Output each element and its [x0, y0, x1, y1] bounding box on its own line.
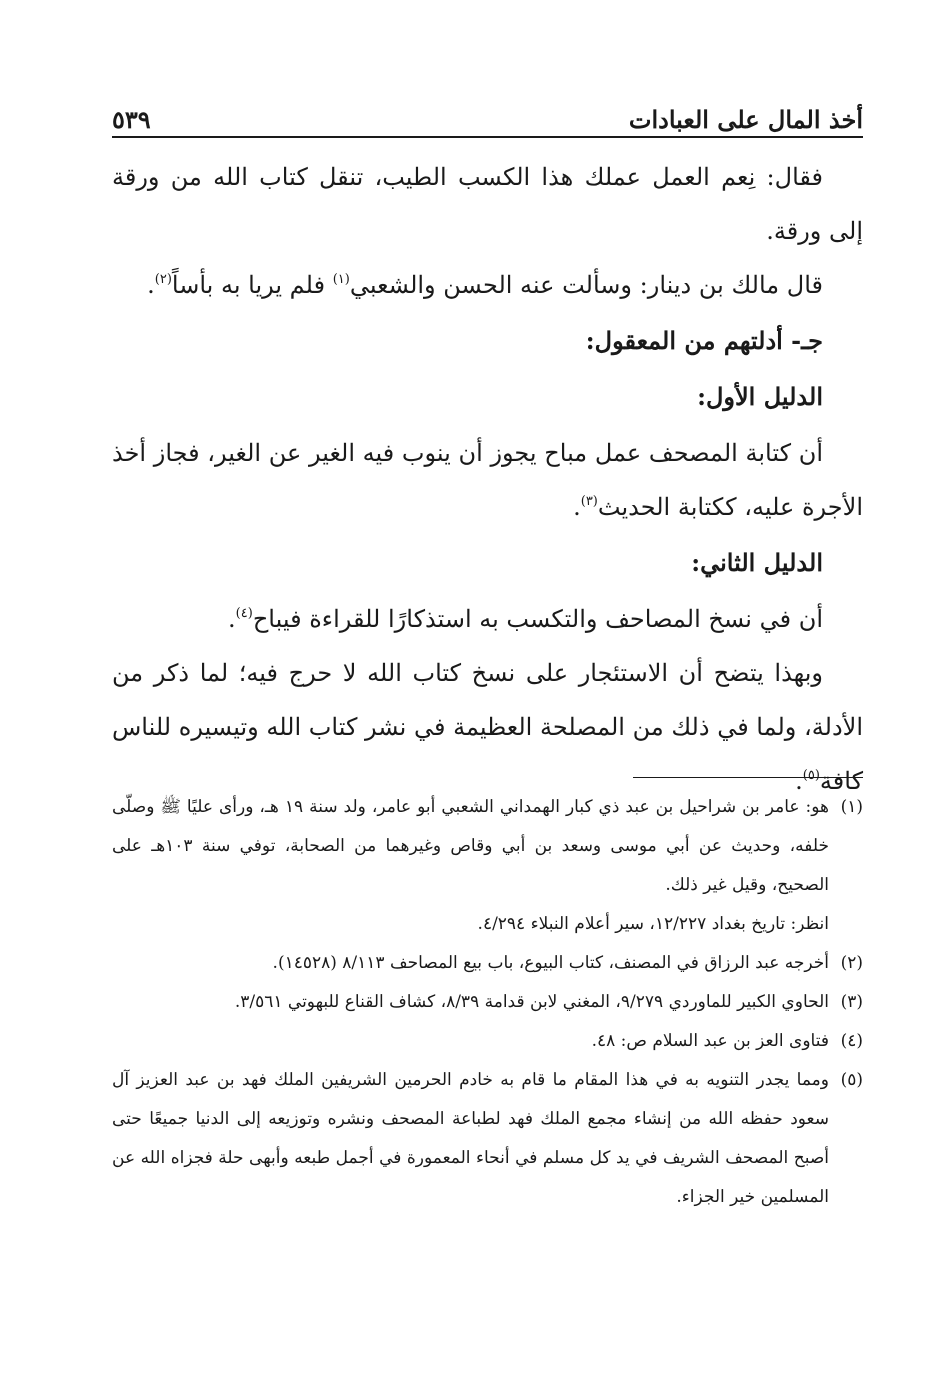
footnote-1: [112, 788, 863, 905]
paragraph-5-text: وبهذا يتضح أن الاستئجار على نسخ كتاب الله لا حرج فيه؛ لما ذكر من الأدلة، ولما في ذلك من المصلحة العظيمة في نشر كتاب الله وتيسيره للناس كافة: [112, 659, 863, 795]
footnote-ref-2[interactable]: (٢): [154, 272, 172, 287]
footnote-1-number: (١): [840, 797, 863, 817]
footnote-1-see-also: انظر: تاريخ بغداد ١٢/٢٢٧، سير أعلام النبلاء ٤/٢٩٤.: [477, 914, 829, 934]
footnote-ref-5[interactable]: (٥): [802, 768, 820, 783]
paragraph-3: [112, 426, 863, 534]
page-number: ٥٣٩: [112, 105, 151, 134]
second-evidence-heading: الدليل الثاني:: [691, 548, 823, 577]
footnote-ref-1[interactable]: (١): [332, 272, 350, 287]
footnote-separator: [633, 777, 863, 778]
footnote-ref-4[interactable]: (٤): [235, 606, 253, 621]
footnote-3-number: (٣): [840, 992, 863, 1012]
footnote-2: [112, 944, 863, 983]
footnote-4: [112, 1022, 863, 1061]
footnote-5-number: (٥): [840, 1070, 863, 1090]
running-header: [112, 92, 863, 138]
paragraph-3-end: .: [573, 493, 581, 521]
footnote-5: [112, 1061, 863, 1217]
paragraph-2-text: قال مالك بن دينار: وسألت عنه الحسن والشعبي: [349, 271, 823, 299]
first-evidence-heading: الدليل الأول:: [697, 382, 823, 411]
paragraph-3-text: أن كتابة المصحف عمل مباح يجوز أن ينوب فيه الغير عن الغير، فجاز أخذ الأجرة عليه، ككتابة الحديث: [112, 439, 863, 521]
footnote-2-text: أخرجه عبد الرزاق في المصنف، كتاب البيوع، باب بيع المصاحف ٨/١١٣ (١٤٥٢٨).: [272, 953, 829, 973]
paragraph-2: [112, 258, 863, 312]
paragraph-2-tail: فلم يريا به بأساً: [171, 271, 333, 299]
paragraph-2-end: .: [147, 271, 155, 299]
footnote-3: [112, 983, 863, 1022]
footnote-3-text: الحاوي الكبير للماوردي ٩/٢٧٩، المغني لابن قدامة ٨/٣٩، كشاف القناع للبهوتي ٣/٥٦١.: [234, 992, 829, 1012]
footnote-5-text: ومما يجدر التنويه به في هذا المقام ما قام به خادم الحرمين الشريفين الملك فهد بن عبد العزيز آل سعود حفظه الله من إنشاء مجمع الملك فهد لطباعة المصحف ونشره وتوزيعه إلى الدنيا جميعًا حتى أصبح المصحف الشريف في يد كل مسلم في أنحاء المعمورة في أجمل طبعه وأبهى حلة فجزاه الله عن المسلمين خير الجزاء.: [112, 1070, 829, 1207]
footnotes: [112, 788, 863, 1217]
paragraph-5-end: .: [795, 767, 803, 795]
paragraph-4-text: أن في نسخ المصاحف والتكسب به استذكارًا للقراءة فيباح: [252, 605, 823, 633]
footnote-ref-3[interactable]: (٣): [580, 494, 598, 509]
section-heading-rational: جـ- أدلتهم من المعقول:: [585, 326, 823, 355]
footnote-1-text: هو: عامر بن شراحيل بن عبد ذي كبار الهمداني الشعبي أبو عامر، ولد سنة ١٩ هـ، ورأى عليًا ﷺ وصلّى خلفه، وحديث عن أبي موسى وسعد بن أبي وقاص وغيرهما من الصحابة، توفي سنة ١٠٣هـ على الصحيح، وقيل غير ذلك.: [112, 797, 829, 895]
paragraph-5: [112, 646, 863, 808]
footnote-2-number: (٢): [840, 953, 863, 973]
chapter-title: أخذ المال على العبادات: [628, 105, 863, 134]
main-text: [112, 150, 863, 808]
paragraph-1: فقال: نِعم العمل عملك هذا الكسب الطيب، تنقل كتاب الله من ورقة إلى ورقة.: [112, 163, 863, 245]
paragraph-4: [112, 592, 863, 646]
footnote-4-text: فتاوى العز بن عبد السلام ص: ٤٨.: [591, 1031, 829, 1051]
footnote-4-number: (٤): [840, 1031, 863, 1051]
paragraph-4-end: .: [228, 605, 236, 633]
